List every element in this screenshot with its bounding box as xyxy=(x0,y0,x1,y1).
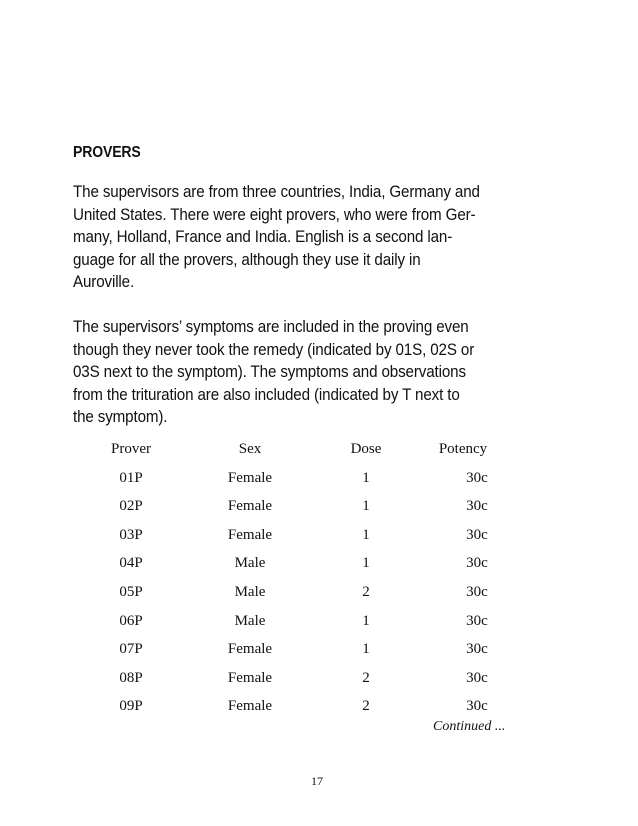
paragraph-line: United States. There were eight provers, who were from Ger- xyxy=(73,205,476,224)
cell-sex: Female xyxy=(227,526,273,543)
table-row xyxy=(0,470,638,499)
cell-potency: 30c xyxy=(466,641,488,658)
table-header-row xyxy=(0,441,638,470)
cell-dose: 1 xyxy=(362,526,370,543)
table-row xyxy=(0,670,638,699)
table-body xyxy=(0,470,638,727)
cell-dose: 2 xyxy=(362,669,370,686)
paragraph-line: The supervisors are from three countries, India, Germany and xyxy=(73,183,480,201)
table-row xyxy=(0,527,638,556)
table-row xyxy=(0,641,638,670)
cell-sex: Female xyxy=(227,469,273,486)
cell-dose: 2 xyxy=(362,583,370,600)
cell-dose: 1 xyxy=(362,469,370,486)
paragraph-line: The supervisors’ symptoms are included in the proving even xyxy=(73,318,469,336)
provers-table xyxy=(0,441,638,727)
cell-prover: 03P xyxy=(119,526,143,543)
cell-dose: 1 xyxy=(362,498,370,515)
paragraph-line: many, Holland, France and India. English is a second lan- xyxy=(73,228,453,246)
paragraph-line: guage for all the provers, although they use it daily in xyxy=(73,250,421,269)
cell-potency: 30c xyxy=(466,583,488,600)
column-header-dose: Dose xyxy=(350,441,382,457)
cell-prover: 04P xyxy=(119,555,143,572)
cell-prover: 02P xyxy=(119,498,143,515)
cell-sex: Female xyxy=(227,498,273,515)
cell-prover: 06P xyxy=(119,612,143,629)
continued-note: Continued ... xyxy=(433,719,506,734)
cell-prover: 08P xyxy=(119,669,143,686)
paragraph-supervisors xyxy=(73,181,533,294)
cell-prover: 05P xyxy=(119,583,143,600)
cell-sex: Male xyxy=(234,583,266,600)
cell-dose: 2 xyxy=(362,698,370,715)
cell-dose: 1 xyxy=(362,555,370,572)
paragraph-line: from the trituration are also included (indicated by T next to xyxy=(73,385,460,404)
cell-sex: Male xyxy=(234,612,266,629)
table-row xyxy=(0,584,638,613)
page-number: 17 xyxy=(311,774,323,788)
cell-prover: 07P xyxy=(119,641,143,658)
column-header-sex: Sex xyxy=(238,441,262,457)
cell-potency: 30c xyxy=(466,469,488,486)
cell-sex: Female xyxy=(227,669,273,686)
paragraph-line: the symptom). xyxy=(73,408,168,426)
cell-potency: 30c xyxy=(466,669,488,686)
cell-dose: 1 xyxy=(362,612,370,629)
table-row xyxy=(0,698,638,727)
cell-potency: 30c xyxy=(466,698,488,715)
paragraph-line: 03S next to the symptom). The symptoms and observations xyxy=(73,363,466,381)
cell-prover: 09P xyxy=(119,698,143,715)
cell-potency: 30c xyxy=(466,526,488,543)
table-row xyxy=(0,498,638,527)
cell-prover: 01P xyxy=(119,469,143,486)
cell-sex: Male xyxy=(234,555,266,572)
paragraph-line: Auroville. xyxy=(73,273,135,291)
cell-potency: 30c xyxy=(466,498,488,515)
column-header-prover: Prover xyxy=(111,441,151,457)
cell-dose: 1 xyxy=(362,641,370,658)
table-row xyxy=(0,613,638,642)
paragraph-symptoms xyxy=(73,316,533,429)
cell-potency: 30c xyxy=(466,555,488,572)
cell-sex: Female xyxy=(227,641,273,658)
column-header-potency: Potency xyxy=(438,441,488,457)
cell-potency: 30c xyxy=(466,612,488,629)
cell-sex: Female xyxy=(227,698,273,715)
section-heading: PROVERS xyxy=(73,144,141,161)
paragraph-line: though they never took the remedy (indicated by 01S, 02S or xyxy=(73,340,475,359)
table-row xyxy=(0,555,638,584)
